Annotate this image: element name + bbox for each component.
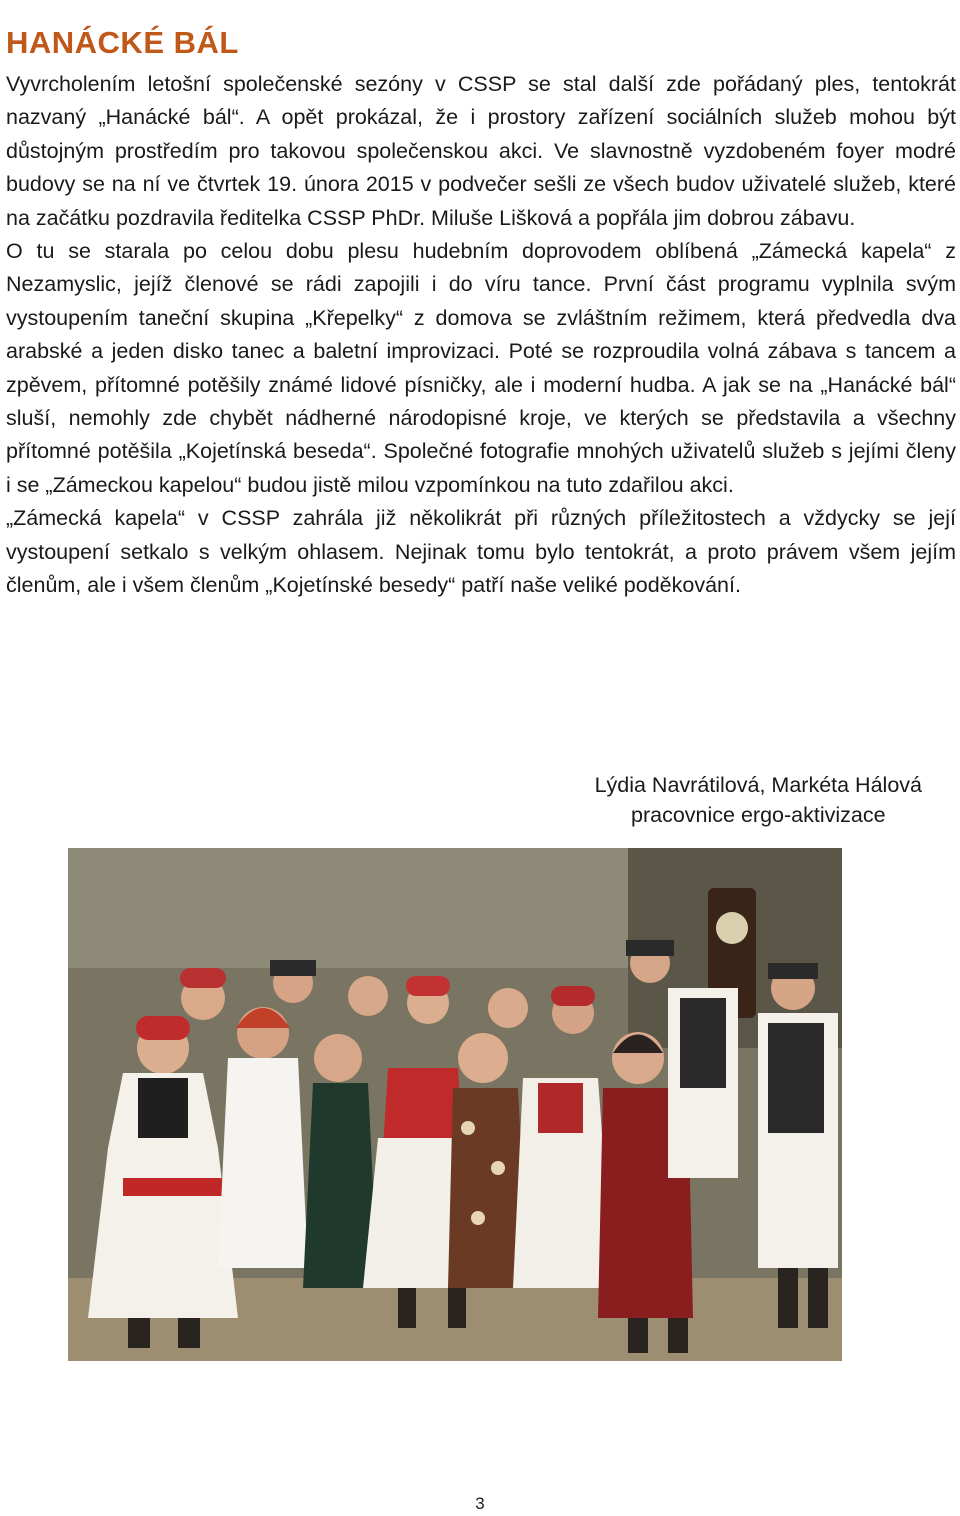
group-photo-illustration <box>68 848 842 1361</box>
signature-authors: Lýdia Navrátilová, Markéta Hálová <box>594 773 922 797</box>
article-body <box>6 68 956 603</box>
paragraph-3: „Zámecká kapela“ v CSSP zahrála již několikrát při různých příležitostech a vždycky se její vystoupení setkalo s velkým ohlasem. Nejinak tomu bylo tentokrát, a proto právem všem jejím členům, ale i všem členům „Kojetínské besedy“ patří naše veliké poděkování. <box>6 506 956 598</box>
signature-block <box>595 770 922 830</box>
group-photo <box>68 848 842 1361</box>
signature-role: pracovnice ergo-aktivizace <box>631 803 886 827</box>
paragraph-2: O tu se starala po celou dobu plesu hudebním doprovodem oblíbená „Zámecká kapela“ z Nezamyslic, jejíž členové se rádi zapojili i do víru tance. První část programu vyplnila svým vystoupením taneční skupina „Křepelky“ z domova se zvláštním režimem, která předvedla dva arabské a jeden disko tanec a baletní improvizaci. Poté se rozproudila volná zábava s tancem a zpěvem, přítomné potěšily známé lidové písničky, ale i moderní hudba. A jak se na „Hanácké bál“ sluší, nemohly zde chybět nádherné národopisné kroje, ve kterých se představila a všechny přítomné potěšila „Kojetínská beseda“. Společné fotografie mnohých uživatelů služeb s jejími členy i se „Zámeckou kapelou“ budou jistě milou vzpomínkou na tuto zdařilou akci. <box>6 239 956 497</box>
page-number: 3 <box>475 1494 485 1513</box>
article-title: HANÁCKÉ BÁL <box>6 24 239 60</box>
paragraph-1: Vyvrcholením letošní společenské sezóny v CSSP se stal další zde pořádaný ples, tentokrát nazvaný „Hanácké bál“. A opět prokázal, že i prostory zařízení sociálních služeb mohou být důstojným prostředím pro takovou společenskou akci. Ve slavnostně vyzdobeném foyer modré budovy se na ní ve čtvrtek 19. února 2015 v podvečer sešli ze všech budov uživatelé služeb, které na začátku pozdravila ředitelka CSSP PhDr. Miluše Lišková a popřála jim dobrou zábavu. <box>6 72 956 230</box>
